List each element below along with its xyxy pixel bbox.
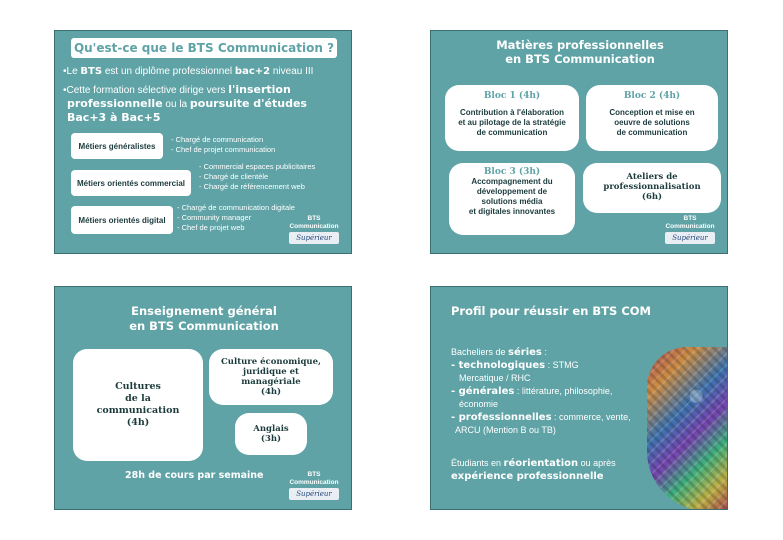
logo-badge: Supérieur xyxy=(665,232,715,244)
slide2-title-line-1: Matières professionnelles xyxy=(496,38,664,52)
slide4-line-6: - professionnelles : commerce, vente, xyxy=(451,412,631,423)
slide1-line-4: Bac+3 à Bac+5 xyxy=(67,111,161,124)
slide1-line-3: professionnelle ou la poursuite d'études xyxy=(67,97,307,110)
slide1-title: Qu'est-ce que le BTS Communication ? xyxy=(71,38,337,58)
colorful-head-image xyxy=(647,347,728,510)
bloc-ateliers: Ateliers de professionnalisation (6h) xyxy=(583,163,721,213)
slide3-title-line-2: en BTS Communication xyxy=(129,319,279,333)
bloc-3: Bloc 3 (3h) Accompagnement du développement de solutions média et digitales innovantes xyxy=(449,163,575,235)
slide-professional-subjects xyxy=(430,30,728,254)
slide4-line-5: économie xyxy=(459,399,499,409)
box-anglais: Anglais (3h) xyxy=(235,413,307,455)
box-culture-economique: Culture économique, juridique et managériale (4h) xyxy=(209,349,333,405)
slide4-line-9: expérience professionnelle xyxy=(451,471,604,482)
bts-logo: BTS Communication Supérieur xyxy=(289,215,339,242)
slide3-title-line-1: Enseignement général xyxy=(131,304,277,318)
box-cultures-communication: Cultures de la communication (4h) xyxy=(73,349,203,461)
category-digital-list: - Chargé de communication digitale - Community manager - Chef de projet web xyxy=(177,203,295,232)
slide4-line-4: - générales : littérature, philosophie, xyxy=(451,386,613,397)
slide4-line-3: Mercatique / RHC xyxy=(459,373,531,383)
slide-profile xyxy=(430,286,728,510)
slide4-line-1: Bacheliers de séries : xyxy=(451,347,547,358)
slide-general-education xyxy=(54,286,352,510)
slide1-line-2: •Cette formation sélective dirige vers l'insertion xyxy=(63,83,291,96)
logo-badge: Supérieur xyxy=(289,232,339,244)
slide4-line-8: Étudiants en réorientation ou après xyxy=(451,458,616,469)
category-generalist-list: - Chargé de communication - Chef de projet communication xyxy=(171,135,276,154)
bts-logo: BTS Communication Supérieur xyxy=(289,471,339,498)
slide4-line-2: - technologiques : STMG xyxy=(451,360,579,371)
category-commercial-list: - Commercial espaces publicitaires - Chargé de clientèle - Chargé de référencement web xyxy=(199,162,316,191)
slide4-title: Profil pour réussir en BTS COM xyxy=(451,304,651,318)
category-digital: Métiers orientés digital xyxy=(71,206,173,234)
slide4-line-7: ARCU (Mention B ou TB) xyxy=(455,425,556,435)
slide-bts-definition xyxy=(54,30,352,254)
category-generalist: Métiers généralistes xyxy=(71,133,163,159)
slide2-title-line-2: en BTS Communication xyxy=(505,52,655,66)
bloc-2: Bloc 2 (4h) Conception et mise en oeuvre de solutions de communication xyxy=(586,85,718,151)
category-commercial: Métiers orientés commercial xyxy=(71,170,191,196)
logo-badge: Supérieur xyxy=(289,488,339,500)
slide1-line-1: •Le BTS est un diplôme professionnel bac+2 niveau III xyxy=(63,66,314,77)
bloc-1: Bloc 1 (4h) Contribution à l'élaboration et au pilotage de la stratégie de communication xyxy=(445,85,579,151)
bts-logo: BTS Communication Supérieur xyxy=(665,215,715,242)
slide3-hours-per-week: 28h de cours par semaine xyxy=(125,470,264,481)
